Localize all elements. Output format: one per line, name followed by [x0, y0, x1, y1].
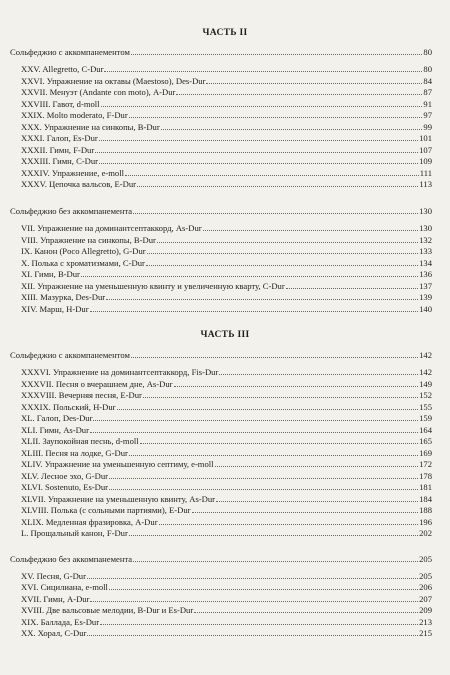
dot-leader	[87, 635, 418, 636]
page-number: 155	[419, 401, 432, 412]
toc-entry	[21, 459, 432, 469]
entry-title: XXVIII. Гавот, d-moll	[21, 98, 100, 109]
entry-title: XXXVII. Песня о вчерашнем дне, As-Dur	[21, 378, 173, 389]
dot-leader	[131, 357, 418, 358]
entry-title: X. Полька с хроматизмами, C-Dur	[21, 257, 145, 268]
entry-title: XXV. Allegretto, C-Dur	[21, 64, 104, 74]
page-number: 84	[423, 75, 432, 86]
dot-leader	[176, 94, 422, 95]
entry-title: XLIX. Медленная фразировка, A-Dur	[21, 516, 158, 527]
page-number: 178	[419, 470, 432, 481]
page-number: 142	[419, 350, 432, 360]
section-entry	[10, 206, 432, 216]
page-number: 91	[423, 98, 432, 109]
page-number: 132	[419, 234, 432, 245]
entry-title: XLV. Лесное эхо, G-Dur	[21, 470, 108, 481]
toc-entry	[21, 304, 432, 314]
dot-leader	[174, 386, 419, 387]
entry-title: XXXII. Гимн, F-Dur	[21, 144, 95, 155]
toc-entry	[21, 471, 432, 481]
entry-title: XI. Гимн, B-Dur	[21, 269, 80, 279]
dot-leader	[159, 524, 419, 525]
dot-leader	[90, 601, 418, 602]
dot-leader	[81, 276, 418, 277]
page-number: 99	[423, 121, 432, 132]
entry-title: XXVII. Менуэт (Andante con moto), A-Dur	[21, 87, 176, 97]
toc-entry	[21, 292, 432, 302]
section-entry	[10, 350, 432, 360]
dot-leader	[133, 561, 418, 562]
dot-leader	[117, 409, 419, 410]
toc-entry	[21, 76, 432, 86]
section-entry	[10, 554, 432, 564]
toc-entry	[21, 246, 432, 256]
dot-leader	[129, 455, 418, 456]
page-number: 142	[419, 367, 432, 377]
toc-entry	[21, 179, 432, 189]
dot-leader	[161, 129, 423, 130]
page-number: 205	[419, 570, 432, 581]
page-number: 109	[419, 156, 432, 166]
page-number: 133	[419, 246, 432, 256]
dot-leader	[100, 624, 418, 625]
toc-entry	[21, 413, 432, 423]
toc-entry	[21, 99, 432, 109]
toc-entry	[21, 617, 432, 627]
toc-entry	[21, 87, 432, 97]
dot-leader	[143, 397, 418, 398]
entry-title: XIII. Мазурка, Des-Dur	[21, 292, 106, 302]
toc-entry	[21, 168, 432, 178]
entry-title: XXXV. Цепочка вальсов, E-Dur	[21, 179, 137, 189]
page-number: 149	[419, 378, 432, 389]
dot-leader	[101, 106, 423, 107]
entry-title: XLIII. Песня на лодке, G-Dur	[21, 447, 128, 458]
toc-entry	[21, 482, 432, 492]
part-heading: ЧАСТЬ III	[200, 330, 250, 340]
page-number: 134	[419, 257, 432, 268]
toc-entry	[21, 269, 432, 279]
entry-title: XLII. Заупокойная песнь, d-moll	[21, 436, 139, 446]
dot-leader	[140, 443, 418, 444]
dot-leader	[203, 230, 419, 231]
dot-leader	[99, 163, 418, 164]
page-number: 87	[423, 87, 432, 97]
entry-title: XXXI. Галоп, Es-Dur	[21, 133, 98, 143]
toc-entry	[21, 582, 432, 592]
toc-entry	[21, 110, 432, 120]
dot-leader	[216, 501, 418, 502]
entry-title: XXVI. Упражнение на октавы (Maestoso), Des-Dur	[21, 75, 206, 86]
entry-title: XXXVI. Упражнение на доминантсептаккорд, Fis-Dur	[21, 367, 219, 377]
page-number: 137	[419, 280, 432, 291]
entry-title: XII. Упражнение на уменьшенную квинту и увеличенную кварту, C-Dur	[21, 280, 285, 291]
entry-title: XIV. Марш, H-Dur	[21, 303, 89, 314]
toc-entry	[21, 594, 432, 604]
page-number: 181	[419, 482, 432, 492]
dot-leader	[215, 466, 419, 467]
page-number: 209	[419, 605, 432, 615]
page-number: 140	[419, 303, 432, 314]
page-number: 188	[419, 505, 432, 515]
dot-leader	[109, 478, 418, 479]
entry-title: XXX. Упражнение на синкопы, B-Dur	[21, 121, 160, 132]
entry-title: VII. Упражнение на доминантсептаккорд, As-Dur	[21, 223, 202, 233]
section-title: Сольфеджио с аккомпанементом	[10, 350, 130, 360]
page-number: 213	[419, 616, 432, 627]
dot-leader	[219, 374, 418, 375]
toc-entry	[21, 517, 432, 527]
dot-leader	[106, 299, 418, 300]
toc-entry	[21, 64, 432, 74]
toc-entry	[21, 258, 432, 268]
entry-title: XLIV. Упражнение на уменьшенную септиму, e-moll	[21, 459, 214, 469]
entry-title: XIX. Баллада, Es-Dur	[21, 616, 100, 627]
page-number: 111	[419, 167, 432, 178]
entry-title: XLI. Гимн, As-Dur	[21, 424, 89, 435]
page-number: 165	[419, 436, 432, 446]
dot-leader	[109, 589, 418, 590]
dot-leader	[93, 420, 418, 421]
entry-title: XVIII. Две вальсовые мелодии, B-Dur и Es-Dur	[21, 605, 194, 615]
page-number: 130	[419, 206, 432, 216]
page-number: 136	[419, 269, 432, 279]
toc-entry	[21, 628, 432, 638]
page-number: 207	[419, 593, 432, 604]
page-number: 205	[419, 554, 432, 564]
dot-leader	[109, 489, 418, 490]
page-number: 139	[419, 292, 432, 302]
toc-entry	[21, 145, 432, 155]
dot-leader	[194, 612, 418, 613]
entry-title: L. Прощальный канон, F-Dur	[21, 528, 128, 538]
dot-leader	[99, 140, 418, 141]
entry-title: XV. Песня, G-Dur	[21, 570, 86, 581]
dot-leader	[129, 535, 418, 536]
entry-title: XVI. Сицилиана, e-moll	[21, 582, 108, 592]
page-number: 80	[423, 47, 432, 57]
dot-leader	[157, 242, 418, 243]
entry-title: XL. Галоп, Des-Dur	[21, 413, 93, 423]
toc-entry	[21, 448, 432, 458]
page-number: 97	[423, 110, 432, 120]
dot-leader	[125, 175, 419, 176]
dot-leader	[146, 265, 418, 266]
page-number: 184	[419, 493, 432, 504]
entry-title: XX. Хорал, C-Dur	[21, 628, 87, 638]
entry-title: XLVII. Упражнение на уменьшенную квинту, As-Dur	[21, 493, 216, 504]
toc-entry	[21, 528, 432, 538]
entry-title: VIII. Упражнение на синкопы, B-Dur	[21, 234, 156, 245]
toc-entry	[21, 571, 432, 581]
section-title: Сольфеджио без аккомпанемента	[10, 554, 133, 564]
page-number: 169	[419, 447, 432, 458]
page-number: 202	[419, 528, 432, 538]
entry-title: XXXIV. Упражнение, e-moll	[21, 167, 125, 178]
dot-leader	[90, 432, 418, 433]
toc-entry	[21, 122, 432, 132]
toc-entry	[21, 379, 432, 389]
entry-title: XXXVIII. Вечерняя песня, E-Dur	[21, 390, 142, 400]
toc-entry	[21, 605, 432, 615]
section-title: Сольфеджио без аккомпанемента	[10, 206, 133, 216]
dot-leader	[131, 54, 423, 55]
page-number: 159	[419, 413, 432, 423]
toc-entry	[21, 367, 432, 377]
dot-leader	[87, 578, 418, 579]
toc-entry	[21, 494, 432, 504]
dot-leader	[133, 213, 418, 214]
dot-leader	[147, 253, 419, 254]
toc-entry	[21, 425, 432, 435]
dot-leader	[206, 83, 422, 84]
entry-title: XVII. Гимн, A-Dur	[21, 593, 90, 604]
page-number: 196	[419, 516, 432, 527]
toc-entry	[21, 133, 432, 143]
toc-entry	[21, 156, 432, 166]
part-heading: ЧАСТЬ II	[202, 28, 248, 38]
page-number: 215	[419, 628, 432, 638]
dot-leader	[95, 152, 418, 153]
toc-entry	[21, 505, 432, 515]
page-number: 206	[419, 582, 432, 592]
section-entry	[10, 47, 432, 57]
toc-entry	[21, 235, 432, 245]
entry-title: XXXIX. Польский, H-Dur	[21, 401, 116, 412]
page-number: 152	[419, 390, 432, 400]
toc-entry	[21, 402, 432, 412]
toc-entry	[21, 223, 432, 233]
entry-title: XLVIII. Полька (с сольными партиями), E-Dur	[21, 505, 191, 515]
entry-title: XXXIII. Гимн, C-Dur	[21, 156, 99, 166]
page-number: 130	[419, 223, 432, 233]
section-title: Сольфеджио с аккомпанементом	[10, 47, 130, 57]
dot-leader	[192, 512, 419, 513]
page-number: 172	[419, 459, 432, 469]
entry-title: XXIX. Molto moderato, F-Dur	[21, 110, 128, 120]
dot-leader	[129, 117, 423, 118]
entry-title: XLVI. Sostenuto, Es-Dur	[21, 482, 109, 492]
page-number: 113	[419, 179, 432, 189]
dot-leader	[286, 288, 418, 289]
dot-leader	[90, 311, 419, 312]
toc-entry	[21, 390, 432, 400]
page-number: 80	[423, 64, 432, 74]
entry-title: IX. Канон (Poco Allegretto), G-Dur	[21, 246, 146, 256]
page-number: 101	[419, 133, 432, 143]
page-number: 107	[419, 144, 432, 155]
page-number: 164	[419, 424, 432, 435]
toc-entry	[21, 436, 432, 446]
toc-entry	[21, 281, 432, 291]
dot-leader	[104, 71, 422, 72]
dot-leader	[137, 186, 418, 187]
